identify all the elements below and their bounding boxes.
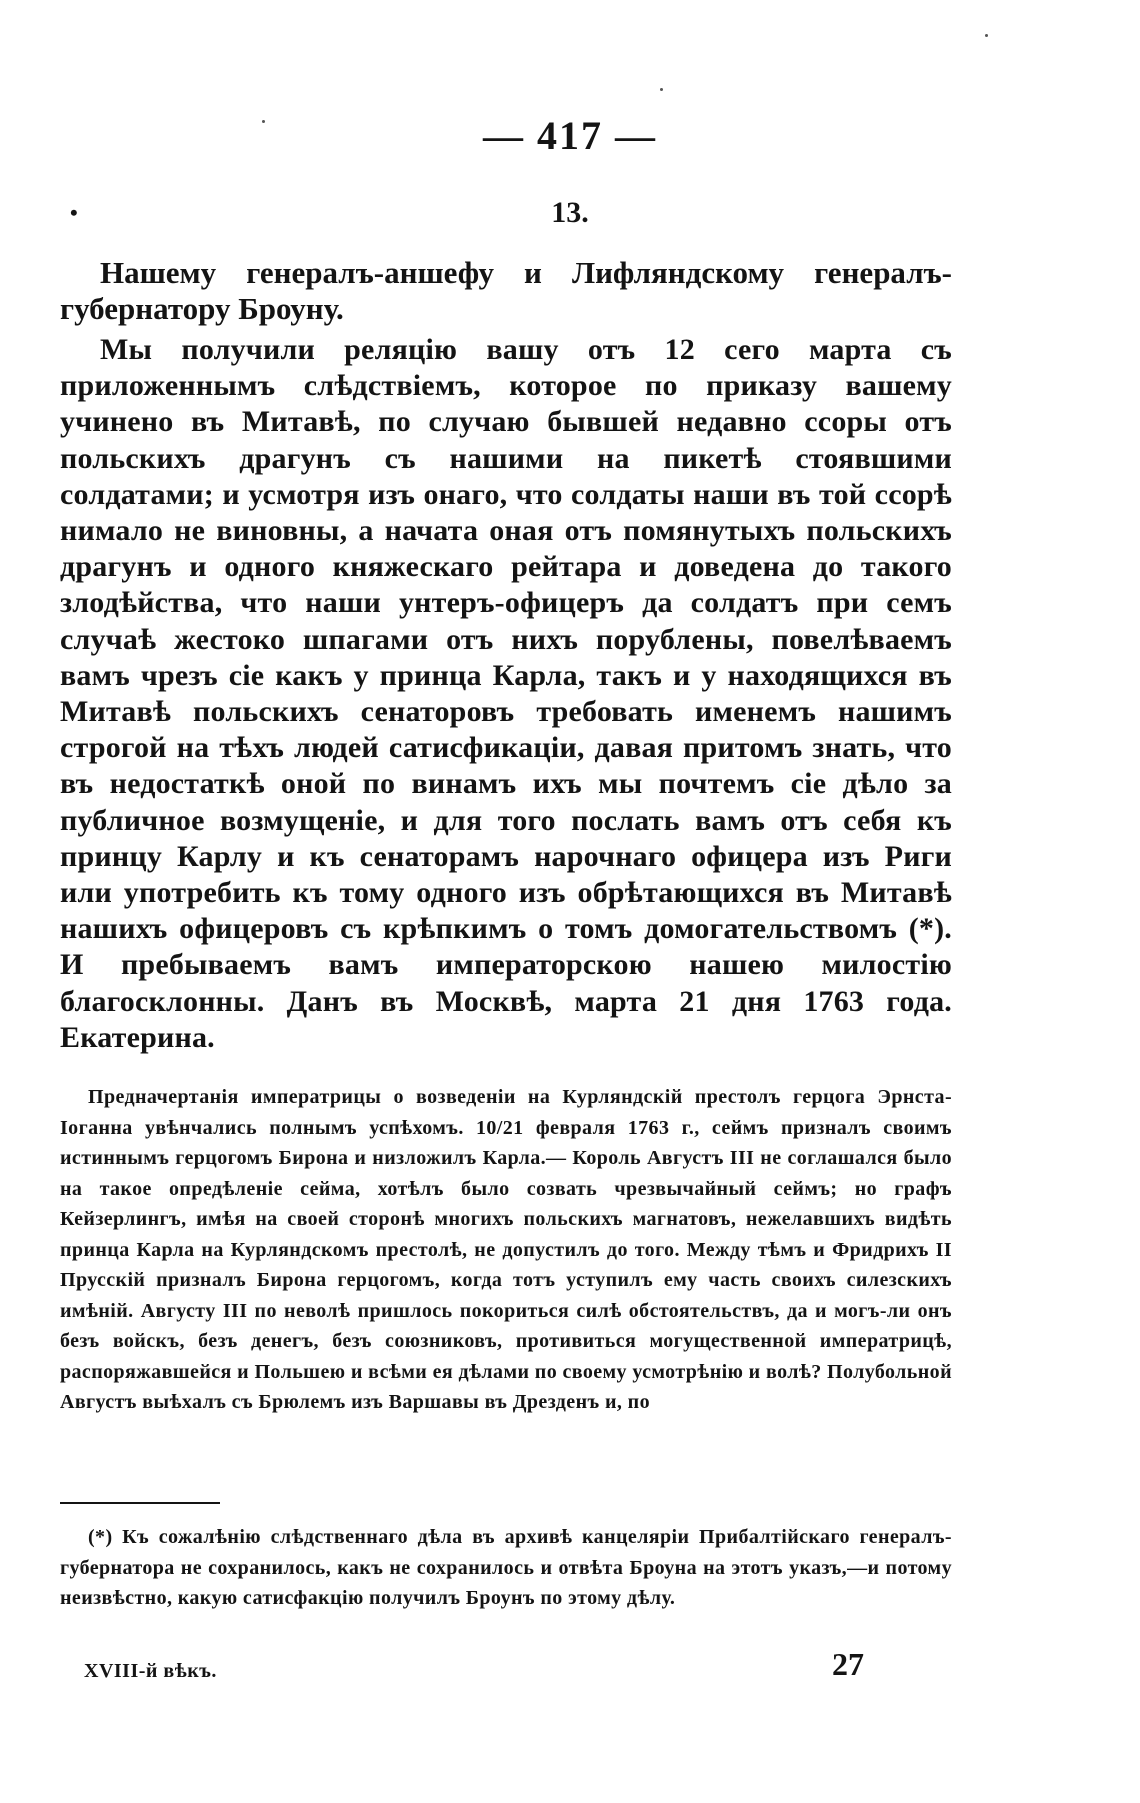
footnote-rule <box>60 1502 220 1504</box>
margin-bullet: • <box>70 200 78 225</box>
scan-speck <box>262 120 265 123</box>
footnote: (*) Къ сожалѣнію слѣдственнаго дѣла въ архивѣ канцеляріи Прибалтійскаго генералъ-губернатора не сохранилось, какъ не сохранилось и отвѣта Броуна на этотъ указъ,—и потому неизвѣстно, какую сатисфакцію получилъ Броунъ по этому дѣлу. <box>60 1526 952 1609</box>
sheet-number: 27 <box>832 1646 864 1682</box>
printer-signature: XVIII-й вѣкъ. <box>84 1660 217 1682</box>
document-number: 13. <box>551 196 589 229</box>
editorial-note: Предначертанія императрицы о возведеніи на Курляндскій престолъ герцога Эрнста-Іоганна увѣнчались полнымъ успѣхомъ. 10/21 февраля 1763 г., сеймъ призналъ своимъ истиннымъ герцогомъ Бирона и низложилъ Карла.— Король Августъ III не соглашался было на такое опредѣленіе сейма, хотѣлъ было созвать чрезвычайный сеймъ; но графъ Кейзерлингъ, имѣя на своей сторонѣ многихъ польскихъ магнатовъ, нежелавшихъ видѣть принца Карла на Курляндскомъ престолѣ, не допустилъ до того. Между тѣмъ и Фридрихъ II Прусскій призналъ Бирона герцогомъ, когда тотъ уступилъ ему часть своихъ силезскихъ имѣній. Августу III по неволѣ пришлось покориться силѣ обстоятельствъ, да и могъ-ли онъ безъ войскъ, безъ денегъ, безъ союзниковъ, противиться могущественной императрицѣ, распоряжавшейся и Польшею и всѣми ея дѣлами по своему усмотрѣнію и волѣ? Полубольной Августъ выѣхалъ съ Брюлемъ изъ Варшавы въ Дрезденъ и, по <box>60 1086 952 1413</box>
decree-body: Мы получили реляцію вашу отъ 12 сего марта съ приложеннымъ слѣдствіемъ, которое по приказу вашему учинено въ Митавѣ, по случаю бывшей недавно ссоры отъ польскихъ драгунъ съ нашими на пикетѣ стоявшими солдатами; и усмотря изъ онаго, что солдаты наши въ той ссорѣ нимало не виновны, а начата оная отъ помянутыхъ польскихъ драгунъ и одного княжескаго рейтара и доведена до такого злодѣйства, что наши унтеръ-офицеръ да солдатъ при семъ случаѣ жестоко шпагами отъ нихъ порублены, повелѣваемъ вамъ чрезъ сіе какъ у принца Карла, такъ и у находящихся въ Митавѣ польскихъ сенаторовъ требовать именемъ нашимъ строгой на тѣхъ людей сатисфикаціи, давая притомъ знать, что въ недостаткѣ оной по винамъ ихъ мы почтемъ сіе дѣло за публичное возмущеніе, и для того послать вамъ отъ себя къ принцу Карлу и къ сенаторамъ нарочнаго офицера изъ Риги или употребить къ тому одного изъ обрѣтающихся въ Митавѣ нашихъ офицеровъ съ крѣпкимъ о томъ домогательствомъ (*). И пребываемъ вамъ императорскою нашею милостію благосклонны. Данъ въ Москвѣ, марта 21 дня 1763 года. Екатерина. <box>60 333 952 1054</box>
page-number: — 417 — <box>483 113 657 158</box>
addressee-line: Нашему генералъ-аншефу и Лифляндскому генералъ-губернатору Броуну. <box>60 255 952 326</box>
scan-speck <box>985 34 988 37</box>
scan-speck <box>660 88 663 91</box>
